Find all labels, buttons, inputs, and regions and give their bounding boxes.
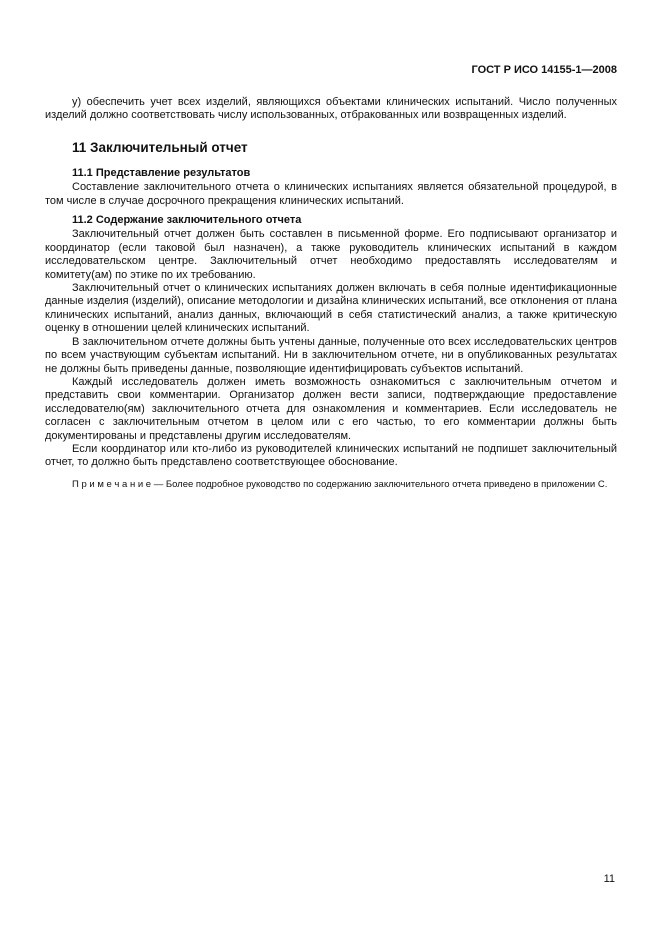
section-11-2-title: 11.2 Содержание заключительного отчета xyxy=(72,214,302,227)
section-11-2-paragraph-4: Каждый исследователь должен иметь возможность ознакомиться с заключительным отчетом и представить свои комментарии. Организатор должен вести записи, подтверждающие предоставление исследователю(ям) заключительного отчета для ознакомления и комментариев. Если исследователь не согласен с заключительным отчетом в целом или с его частью, то его комментарии должны быть документированы и представлены другим исследователям. xyxy=(45,375,617,442)
paragraph-continuation-item-u: у) обеспечить учет всех изделий, являющихся объектами клинических испытаний. Число полученных изделий должно соответствовать числу использованных, отбракованных или возвращенных изделий. xyxy=(45,96,617,122)
page-content xyxy=(45,64,617,490)
page-number: 11 xyxy=(603,873,615,885)
note-text: П р и м е ч а н и е — Более подробное руководство по содержанию заключительного отчета приведено в приложении С. xyxy=(72,478,608,490)
section-11-2-paragraph-5: Если координатор или кто-либо из руководителей клинических испытаний не подпишет заключительный отчет, то должно быть представлено соответствующее обоснование. xyxy=(45,442,617,469)
section-11-1-paragraph-1: Составление заключительного отчета о клинических испытаниях является обязательной процедурой, в том числе в случае досрочного прекращения клинических испытаний. xyxy=(45,181,617,207)
section-11-1-title: 11.1 Представление результатов xyxy=(72,166,251,179)
section-11-2-paragraph-3: В заключительном отчете должны быть учтены данные, полученные ото всех исследовательских центров по всем участвующим субъектам испытаний. Ни в заключительном отчете, ни в опубликованных результатах не должны быть приведены данные, позволяющие идентифицировать субъектов испытаний. xyxy=(45,335,617,375)
section-11-2-paragraph-2: Заключительный отчет о клинических испытаниях должен включать в себя полные идентификационные данные изделия (изделий), описание методологии и дизайна клинических испытаний, все отклонения от плана клинических испытаний, анализ данных, включающий в себя статистический анализ, а также критическую оценку в отношении целей клинических испытаний. xyxy=(45,282,617,335)
doc-code-header: ГОСТ Р ИСО 14155-1—2008 xyxy=(471,64,617,76)
section-11-2-paragraph-1: Заключительный отчет должен быть составлен в письменной форме. Его подписывают организатор и координатор (если таковой был назначен), а также руководитель клинических испытаний в каждом исследовательском центре. Заключительный отчет необходимо предоставлять исследователям и комитету(ам) по этике по их требованию. xyxy=(45,228,617,281)
section-11-title: 11 Заключительный отчет xyxy=(72,139,248,155)
